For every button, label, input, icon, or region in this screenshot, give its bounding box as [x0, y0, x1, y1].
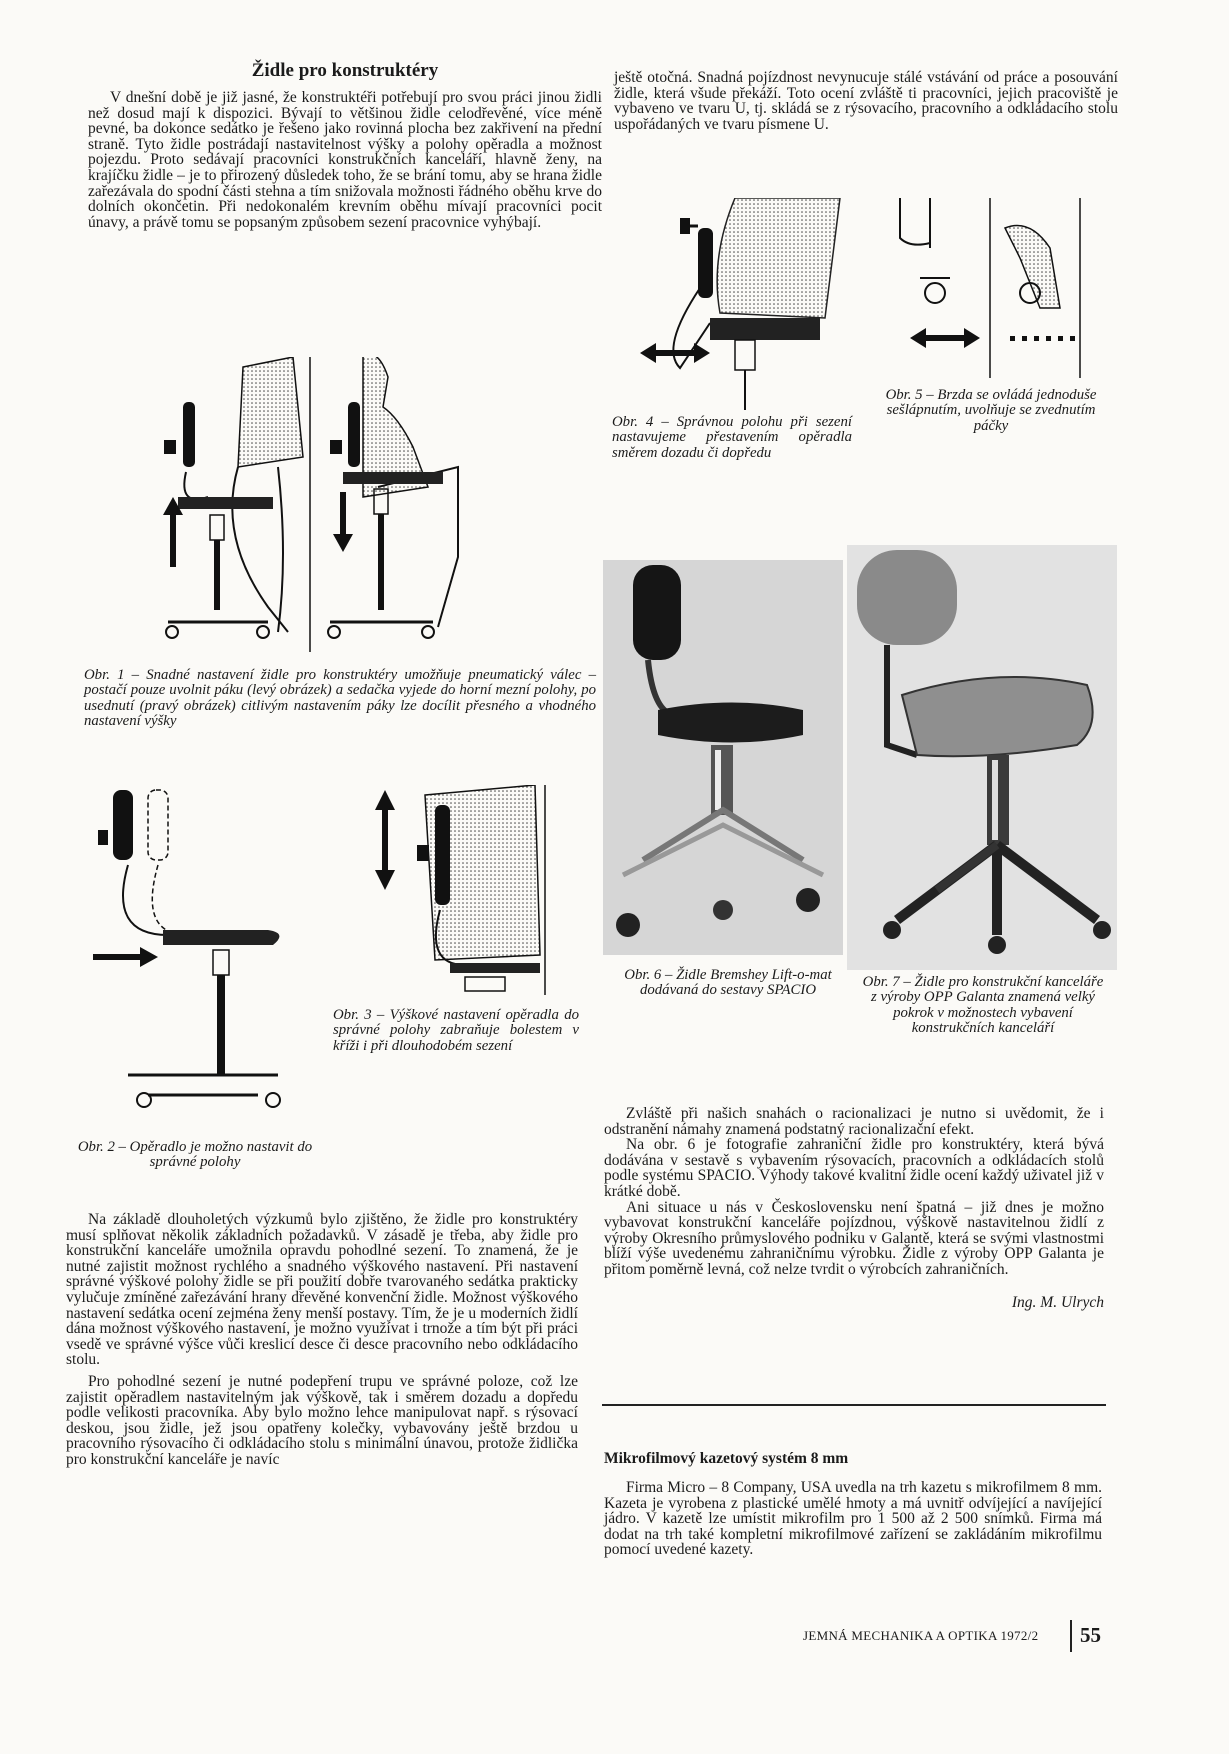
paragraph: ještě otočná. Snadná pojízdnost nevynucuje stálé vstávání od práce a posouvání židle, která všude překáží. Toto ocení zvláště ti pracovníci, jejich pracoviště je vybaveno ve tvaru U, tj. skládá se z rýsovacího, pracovního a odkládacího stolu uspořádaných ve tvaru písmene U.	[614, 69, 1118, 133]
figure-7-photo	[847, 545, 1117, 970]
figure-6-caption: Obr. 6 – Židle Bremshey Lift-o-mat dodávaná do sestavy SPACIO	[624, 967, 832, 999]
figure-5-caption: Obr. 5 – Brzda se ovládá jednoduše sešlápnutím, uvolňuje se zvednutím páčky	[885, 387, 1097, 434]
figure-2-caption-block	[70, 1140, 320, 1171]
article-title: Židle pro konstruktéry	[251, 60, 439, 81]
footer-separator	[1070, 1620, 1072, 1652]
figure-1-drawing	[138, 357, 538, 652]
section-divider	[602, 1404, 1106, 1406]
figure-4-drawing	[640, 198, 855, 410]
paragraph: Zvláště při našich snahách o racionalizaci je nutno si uvědomit, že i odstranění námahy znamená podstatný racionalizační efekt.	[604, 1105, 1104, 1138]
figure-7-caption-block	[858, 975, 1108, 1037]
figure-4-caption-block	[612, 415, 852, 461]
page-number: 55	[1080, 1623, 1101, 1647]
author-signature: Ing. M. Ulrych	[1011, 1293, 1104, 1311]
news-item	[604, 1450, 1102, 1558]
journal-name: JEMNÁ MECHANIKA A OPTIKA 1972/2	[803, 1628, 1039, 1643]
figure-5-caption-block	[870, 388, 1112, 434]
article-column-right-top	[614, 70, 1118, 132]
news-body: Firma Micro – 8 Company, USA uvedla na trh kazetu s mikrofilmem 8 mm. Kazeta je vyrobena z plastické umělé hmoty a má uvnitř odvíjející a navíjející jádro. V kazetě lze umístit mikrofilm pro 1 500 až 2 500 snímků. Firma má dodat na trh také kompletní mikrofilmové zařízení se zakládáním mikrofilmu pomocí uvedené kazety.	[604, 1479, 1102, 1559]
news-title: Mikrofilmový kazetový systém 8 mm	[604, 1450, 849, 1467]
figure-6-photo	[603, 560, 843, 955]
paragraph: Na obr. 6 je fotografie zahraniční židle pro konstruktéry, která bývá dodávána v sestavě s vybavením rýsovacích, pracovních a odkládacích stolů podle systému SPACIO. Výhody takové kvalitní židle ocení každý uživatel již v krátké době.	[604, 1136, 1104, 1200]
paragraph: V dnešní době je již jasné, že konstruktéři potřebují pro svou práci jinou židli než dosud mají k dispozici. Bývají to většinou židle celodřevěné, více méně pevné, ba dokonce sedátko je řešeno jako rovinná plocha bez zakřivení na přední straně. Tyto židle postrádají nastavitelnost výšky a polohy opěradla a možnost pojezdu. Proto sedávají pracovníci konstrukčních kanceláří, hlavně ženy, na krajíčku židle – je to přirozený důsledek toho, že se brání tomu, aby se hrana židle zařezávala do spodní části stehna a tím snižovala možnosti řádného oběhu krve do dolních okončetin. Při nedokonalém krevním oběhu mívají pracovníci pocit únavy, a právě tomu se popsaným způsobem sezení pracovnice vyhýbají.	[88, 89, 602, 231]
article-column-left-bottom	[66, 1212, 578, 1468]
figure-4-caption: Obr. 4 – Správnou polohu při sezení nastavujeme přestavením opěradla směrem dozadu či dopředu	[612, 414, 852, 461]
figure-6-caption-block	[614, 968, 842, 999]
paragraph: Na základě dlouholetých výzkumů bylo zjištěno, že židle pro konstruktéry musí splňovat několik základních požadavků. V zásadě je třeba, aby židle pro konstrukční kanceláře umožnila opravdu pohodlné sezení. To znamená, že je nutné zajistit možnost rychlého a snadného výškového nastavení. Při nastavení správné výškové polohy židle se při použití dobře tvarovaného sedátka prakticky vylučuje zmíněné zařezávání hrany dřevěné konvenční židle. Možnost výškového nastavení sedátka ocení zejména ženy menší postavy. Tím, že je u moderních židlí dána možnost výškového nastavení, je možno využívat i trnože a tím být při práci vsedě ve správné výšce vůči kreslicí desce či desce pracovního nebo odkládacího stolu.	[66, 1211, 578, 1369]
chair-illustration	[603, 560, 843, 955]
figure-1-caption: Obr. 1 – Snadné nastavení židle pro konstruktéry umožňuje pneumatický válec – postačí pouze uvolnit páku (levý obrázek) a sedačka vyjede do horní mezní polohy, po usednutí (pravý obrázek) citlivým nastavením páky lze docílit přesného a vhodného nastavení výšky	[84, 667, 596, 730]
article-column-right-bottom	[604, 1106, 1104, 1312]
figure-3-caption: Obr. 3 – Výškové nastavení opěradla do správné polohy zabraňuje bolestem v kříži i při dlouhodobém sezení	[333, 1007, 579, 1054]
chair-illustration	[847, 545, 1117, 970]
paragraph: Ani situace u nás v Československu není špatná – již dnes je možno vybavovat konstrukční kanceláře pojízdnou, výškově nastavitelnou židlí z výroby Okresního průmyslového podniku v Galantě, která se svými vlastnostmi blíží výše uvedenému zahraničnímu výrobku. Židle z výroby OPP Galanta je přitom poměrně levná, což nelze tvrdit o výrobcích zahraničních.	[604, 1198, 1104, 1278]
figure-7-caption: Obr. 7 – Židle pro konstrukční kanceláře z výroby OPP Galanta znamená velký pokrok v možnostech vybavení konstrukčních kanceláří	[862, 974, 1104, 1037]
figure-3-caption-block	[333, 1008, 579, 1054]
article-column-left-top	[88, 60, 602, 230]
figure-2-caption: Obr. 2 – Opěradlo je možno nastavit do správné polohy	[77, 1139, 313, 1171]
figure-3-drawing	[365, 785, 565, 995]
figure-1-caption-block	[84, 668, 596, 730]
figure-5-drawing	[880, 198, 1100, 378]
figure-2-drawing	[88, 785, 308, 1125]
paragraph: Pro pohodlné sezení je nutné podepření trupu ve správné poloze, což lze zajistit opěradlem nastavitelným jak výškově, tak i směrem dozadu a dopředu podle velikosti pracovníka. Aby bylo možno lehce manipulovat např. s rýsovací deskou, jsou židle, jež jsou opatřeny kolečky, vybavovány ještě brzdou u pracovního rýsovacího či odkládacího stolu s minimální únavou, protože židlička pro konstrukční kanceláře je navíc	[66, 1372, 578, 1468]
